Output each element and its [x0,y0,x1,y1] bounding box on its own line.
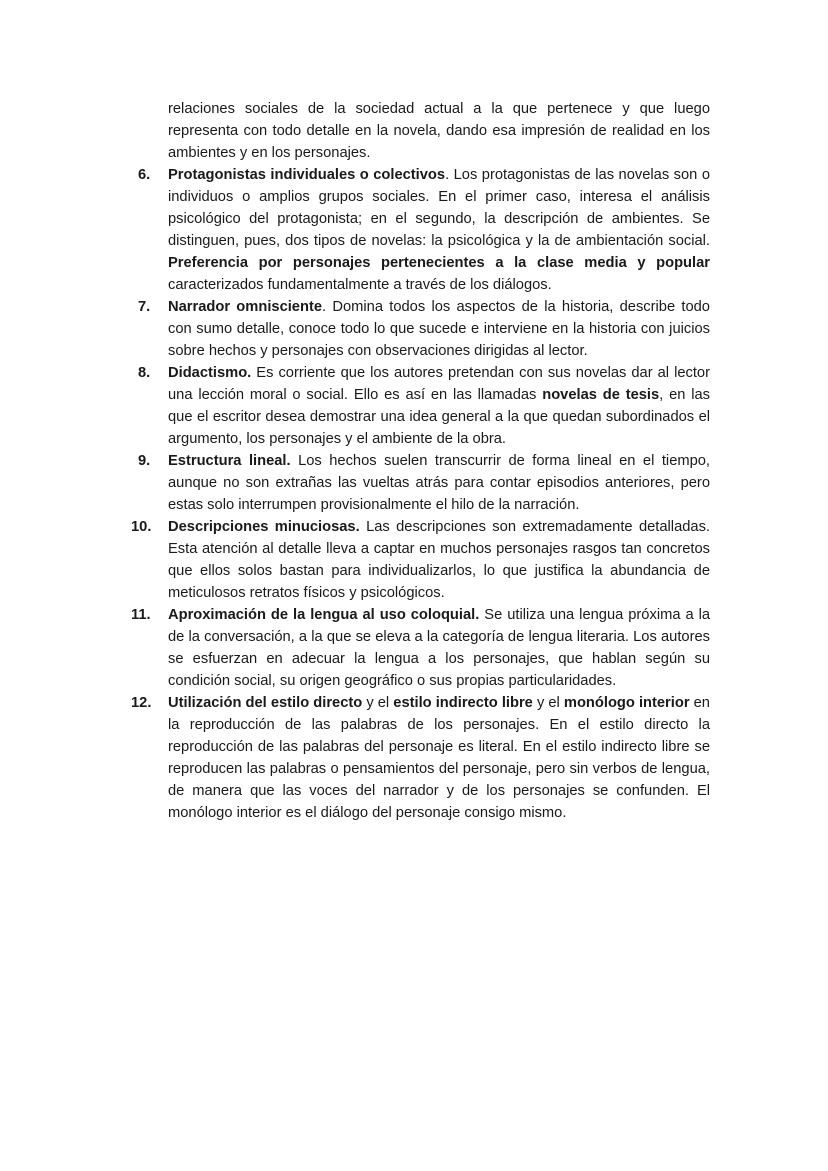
item-bold-phrase: Preferencia por personajes pertenecientes a la clase media y popular [168,255,710,271]
list-item-8 [138,362,710,450]
item-text: Los hechos suelen transcurrir de forma lineal en el tiempo, aunque no son extrañas las vueltas atrás para contar episodios anteriores, pero estas solo interrumpen provisionalmente el hilo de la narración. [168,453,711,513]
item-text: , en las que el escritor desea demostrar una idea general a la que quedan subordinados el argumento, los personajes y el ambiente de la obra. [168,387,710,447]
item-text: . Los protagonistas de las novelas son o individuos o amplios grupos sociales. En el primer caso, interesa el análisis psicológico del protagonista; en el segundo, la descripción de ambientes. Se distinguen, pues, dos tipos de novelas: la psicológica y la de ambientación social. [168,167,710,249]
list-item-12 [131,692,710,824]
item-title: Didactismo. [168,365,252,381]
item-text: y el [532,695,564,711]
list-item-6 [138,164,710,296]
item-number: 9. [138,453,151,469]
item-text: . Domina todos los aspectos de la historia, describe todo con sumo detalle, conoce todo lo que sucede e interviene en la historia con juicios sobre hechos y personajes con observaciones dirigidas al lector. [168,299,710,359]
item-title: Aproximación de la lengua al uso coloquial. [168,607,480,623]
list-item-11 [131,604,710,692]
item-text: Se utiliza una lengua próxima a la de la conversación, a la que se eleva a la categoría de lengua literaria. Los autores se esfuerzan en adecuar la lengua a los personajes, que hablan según su condición social, su origen geográfico o sus propias particularidades. [168,607,710,689]
item-bold-phrase: monólogo interior [563,695,690,711]
item-text: y el [362,695,394,711]
list-item-10 [131,516,710,604]
document-body [131,98,711,824]
item-text: Las descripciones son extremadamente detalladas. Esta atención al detalle lleva a captar en muchos personajes rasgos tan concretos que ellos solos bastan para individualizarlos, lo que justifica la abundancia de meticulosos retratos físicos y psicológicos. [168,519,710,601]
item-text: caracterizados fundamentalmente a través de los diálogos. [168,277,552,293]
item-title: Utilización del estilo directo [168,695,363,711]
item-bold-phrase: estilo indirecto libre [393,695,533,711]
item-number: 12. [131,695,152,711]
item-number: 7. [138,299,151,315]
item-number: 6. [138,167,151,183]
item-bold-phrase: novelas de tesis [542,387,660,403]
item-text: en la reproducción de las palabras de los personajes. En el estilo directo la reproducción de las palabras del personaje es literal. En el estilo indirecto libre se reproducen las palabras o pensamientos del personaje, pero sin verbos de lengua, de manera que las voces del narrador y de los personajes se confunden. El monólogo interior es el diálogo del personaje consigo mismo. [168,695,710,821]
item-number: 11. [131,607,151,623]
intro-paragraph: relaciones sociales de la sociedad actual a la que pertenece y que luego representa con todo detalle en la novela, dando esa impresión de realidad en los ambientes y en los personajes. [168,101,710,161]
item-title: Protagonistas individuales o colectivos [168,167,446,183]
item-text: Es corriente que los autores pretendan con sus novelas dar al lector una lección moral o social. Ello es así en las llamadas [168,365,710,403]
list-item-7 [138,296,710,362]
item-title: Descripciones minuciosas. [168,519,360,535]
item-title: Narrador omnisciente [168,299,323,315]
item-number: 10. [131,519,152,535]
item-number: 8. [138,365,151,381]
item-title: Estructura lineal. [168,453,291,469]
list-item-9 [138,450,710,516]
